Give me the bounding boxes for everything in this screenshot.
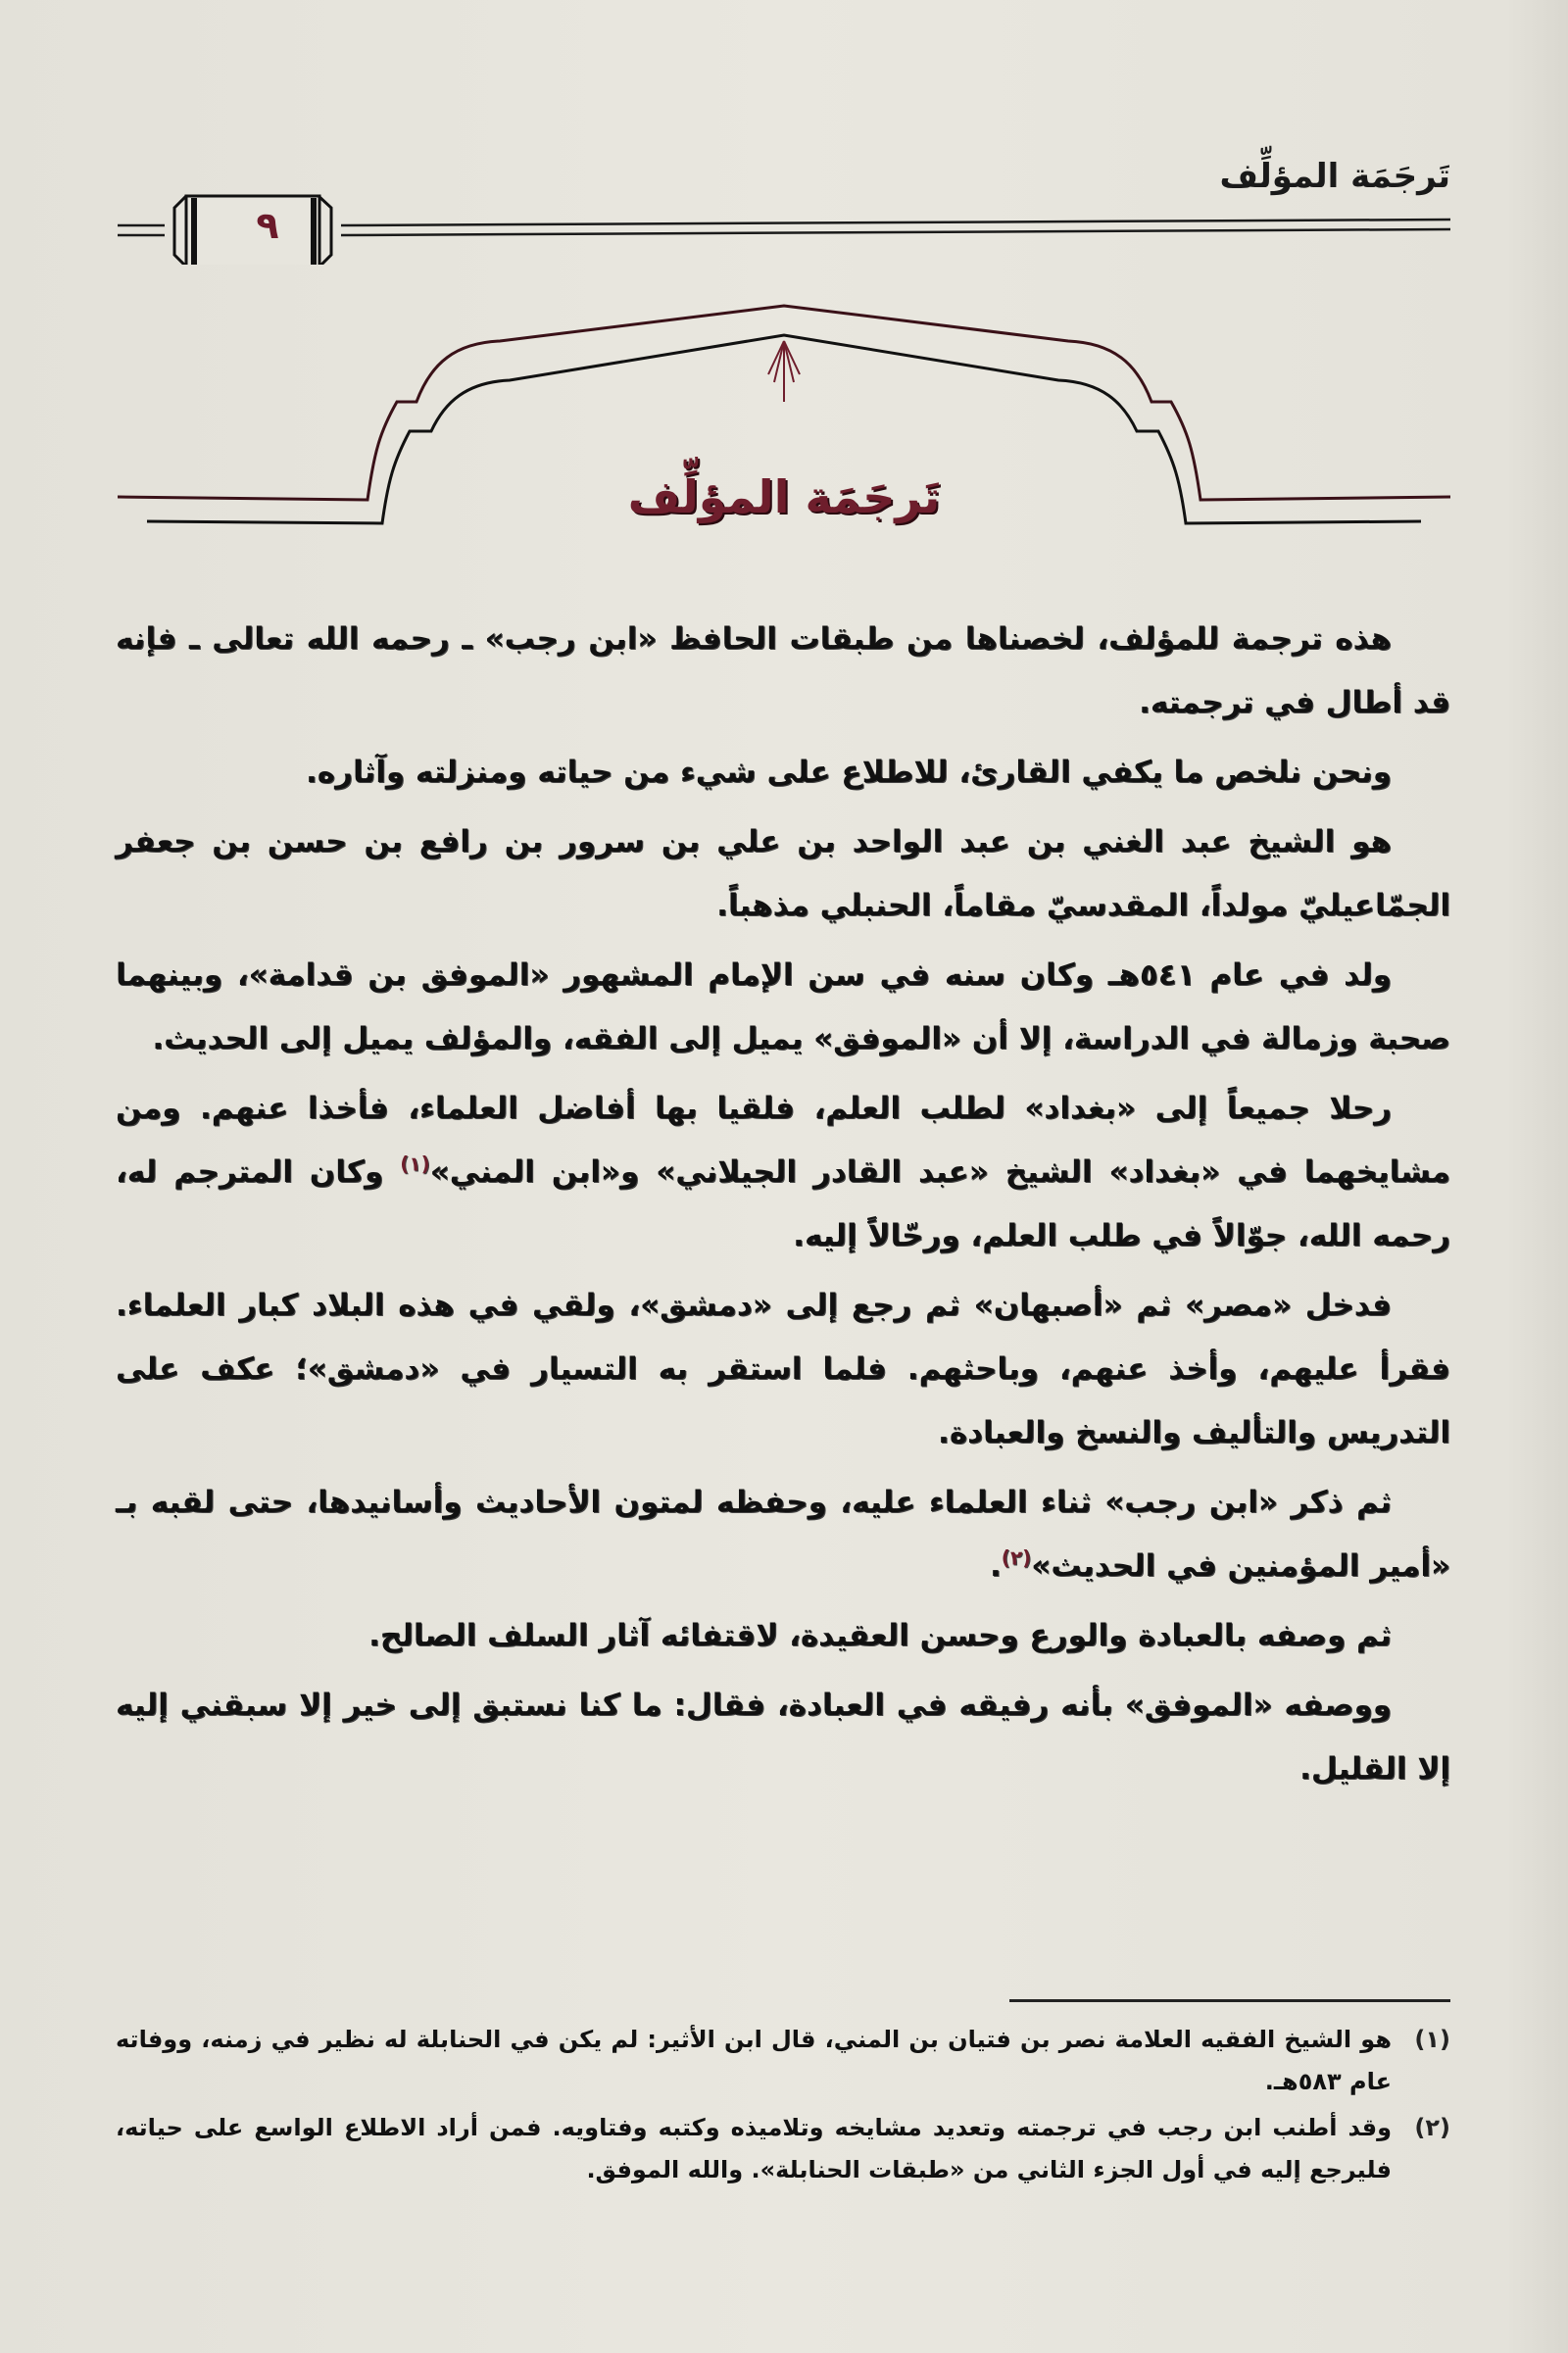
paragraph-text: ومن مشايخهما في «بغداد» الشيخ «عبد القادر الجيلاني» و«ابن المني» xyxy=(116,1091,1450,1190)
paragraph: فدخل «مصر» ثم «أصبهان» ثم رجع إلى «دمشق»، ولقي في هذه البلاد كبار العلماء. فقرأ عليهم، وأخذ عنهم، وباحثهم. فلما استقر به التسيار في «دمشق»؛ عكف على التدريس والتأليف والنسخ والعبادة. xyxy=(116,1288,1450,1450)
paragraph: ونحن نلخص ما يكفي القارئ، للاطلاع على شيء من حياته ومنزلته وآثاره. xyxy=(306,755,1392,790)
footnote-number: (١) xyxy=(1414,2026,1450,2053)
footnote-text: وقد أطنب ابن رجب في ترجمته وتعديد مشايخه وتلاميذه وكتبه وفتاويه. فمن أراد الاطلاع الواسع على حياته، فليرجع إليه في أول الجزء الثاني من «طبقات الحنابلة». والله الموفق. xyxy=(116,2114,1392,2183)
paragraph: هذه ترجمة للمؤلف، لخصناها من طبقات الحافظ «ابن رجب» ـ رحمه الله تعالى ـ فإنه قد أطال في ترجمته. xyxy=(116,621,1450,720)
paragraph: ولد في عام ٥٤١هـ وكان سنه في سن الإمام المشهور «الموفق بن قدامة»، وبينهما صحبة وزمالة في الدراسة، إلا أن «الموفق» يميل إلى الفقه، والمؤلف يميل إلى الحديث. xyxy=(116,957,1450,1056)
paragraph xyxy=(116,1471,1450,1598)
paragraph-text: رحلا جميعاً إلى «بغداد» لطلب العلم، فلقيا بها أفاضل العلماء، فأخذا عنهم. xyxy=(199,1091,1393,1126)
footnote-1 xyxy=(116,2019,1450,2103)
footnote-ref-1[interactable]: (١) xyxy=(400,1152,430,1176)
footnotes xyxy=(116,2019,1450,2195)
rays-icon xyxy=(768,341,800,402)
paragraph: ثم وصفه بالعبادة والورع وحسن العقيدة، لاقتفائه آثار السلف الصالح. xyxy=(368,1618,1392,1653)
page-number: ٩ xyxy=(256,204,279,247)
footnote-number: (٢) xyxy=(1414,2114,1450,2141)
running-header xyxy=(118,157,1450,265)
footnote-2 xyxy=(116,2107,1450,2191)
body-text xyxy=(116,608,1450,1807)
running-title: تَرجَمَة المؤلِّف xyxy=(1219,157,1450,196)
paragraph: هو الشيخ عبد الغني بن عبد الواحد بن علي بن سرور بن رافع بن حسن بن جعفر الجمّاعيليّ مولداً، المقدسيّ مقاماً، الحنبلي مذهباً. xyxy=(116,824,1450,923)
paragraph xyxy=(116,1077,1450,1268)
paragraph-period: . xyxy=(990,1548,1002,1584)
footnote-ref-2[interactable]: (٢) xyxy=(1001,1545,1032,1570)
chapter-title: تَرجَمَة المؤلِّف xyxy=(627,470,941,523)
footnote-separator xyxy=(1009,1999,1450,2002)
footnote-text: هو الشيخ الفقيه العلامة نصر بن فتيان بن المني، قال ابن الأثير: لم يكن في الحنابلة له نظير في زمنه، ووفاته عام ٥٨٣هـ. xyxy=(116,2026,1392,2095)
paragraph: ووصفه «الموفق» بأنه رفيقه في العبادة، فقال: ما كنا نستبق إلى خير إلا سبقني إليه إلا القليل. xyxy=(116,1688,1450,1787)
paragraph-text: ثم ذكر «ابن رجب» ثناء العلماء عليه، وحفظه لمتون الأحاديث وأسانيدها، حتى لقبه بـ «أمير المؤمنين في الحديث» xyxy=(116,1485,1450,1584)
paragraph-text: وكان المترجم له، رحمه الله، جوّالاً في طلب العلم، ورحّالاً إليه. xyxy=(116,1154,1450,1253)
